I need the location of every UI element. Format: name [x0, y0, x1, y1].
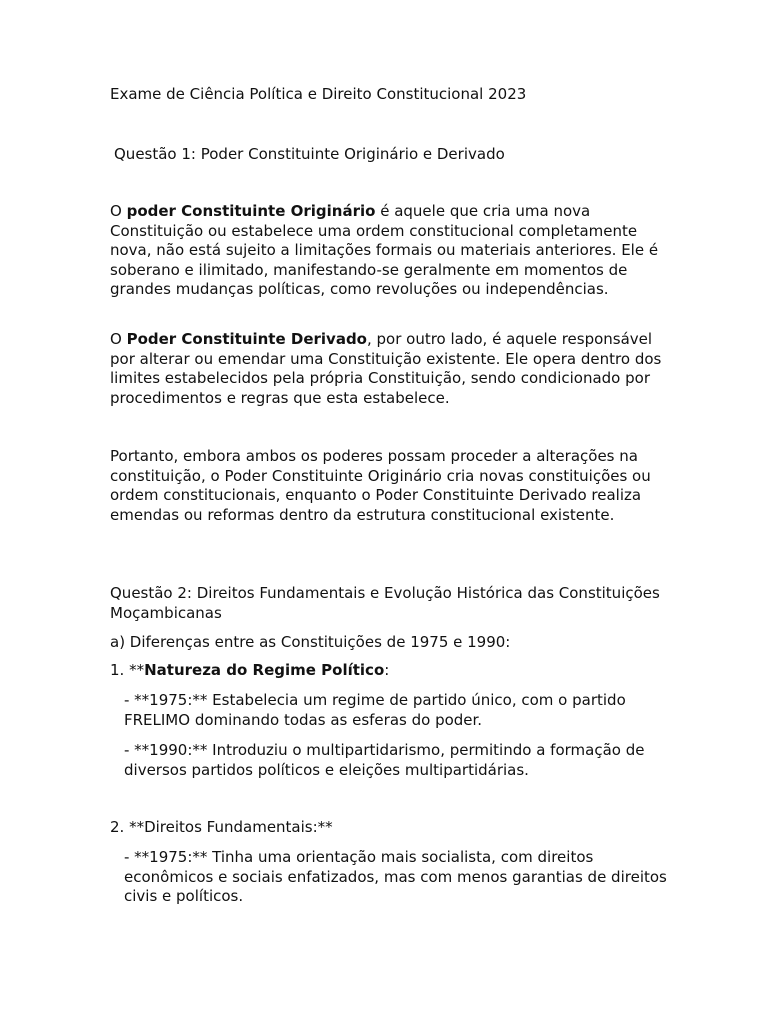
list-subitem-1975: - **1975:** Estabelecia um regime de partido único, com o partido FRELIMO dominando todas as esferas do poder. — [124, 691, 626, 729]
list-item-2-heading: 2. **Direitos Fundamentais:** — [110, 818, 333, 836]
list-subitem-1975: - **1975:** Tinha uma orientação mais socialista, com direitos econômicos e sociais enfatizados, mas com menos garantias de direitos civis e políticos. — [124, 848, 667, 906]
paragraph-prefix: O — [110, 330, 127, 348]
question-1-heading: Questão 1: Poder Constituinte Originário e Derivado — [114, 145, 505, 163]
list-item-prefix: 1. ** — [110, 661, 145, 679]
list-item-1-heading — [110, 661, 665, 681]
paragraph-text: é aquele que cria uma nova Constituição ou estabelece uma ordem constitucional completamente nova, não está sujeito a limitações formais ou materiais anteriores. Ele é soberano e ilimitado, manifestando-se geralmente em momentos de grandes mudanças políticas, como revoluções ou independências. — [110, 202, 659, 299]
term-poder-derivado: Poder Constituinte Derivado — [126, 330, 367, 348]
list-subitem-1990: - **1990:** Introduziu o multipartidarismo, permitindo a formação de diversos partidos políticos e eleições multipartidárias. — [124, 741, 645, 779]
paragraph-text: , por outro lado, é aquele responsável por alterar ou emendar uma Constituição existente. Ele opera dentro dos limites estabelecidos pela própria Constituição, sendo condicionado por procedimentos e regras que esta estabelece. — [110, 330, 662, 407]
paragraph-conclusion: Portanto, embora ambos os poderes possam proceder a alterações na constituição, o Poder Constituinte Originário cria novas constituições ou ordem constitucionais, enquanto o Poder Constituinte Derivado realiza emendas ou reformas dentro da estrutura constitucional existente. — [110, 447, 651, 524]
document-title: Exame de Ciência Política e Direito Constitucional 2023 — [110, 85, 527, 103]
paragraph-poder-originario — [110, 202, 665, 300]
paragraph-poder-derivado — [110, 330, 665, 408]
question-2-heading: Questão 2: Direitos Fundamentais e Evolução Histórica das Constituições Moçambicanas — [110, 584, 660, 622]
paragraph-prefix: O — [110, 202, 127, 220]
list-item-suffix: : — [384, 661, 390, 679]
term-poder-originario: poder Constituinte Originário — [126, 202, 376, 220]
question-2-part-a: a) Diferenças entre as Constituições de 1975 e 1990: — [110, 633, 511, 651]
term-natureza-regime: Natureza do Regime Político — [144, 661, 385, 679]
